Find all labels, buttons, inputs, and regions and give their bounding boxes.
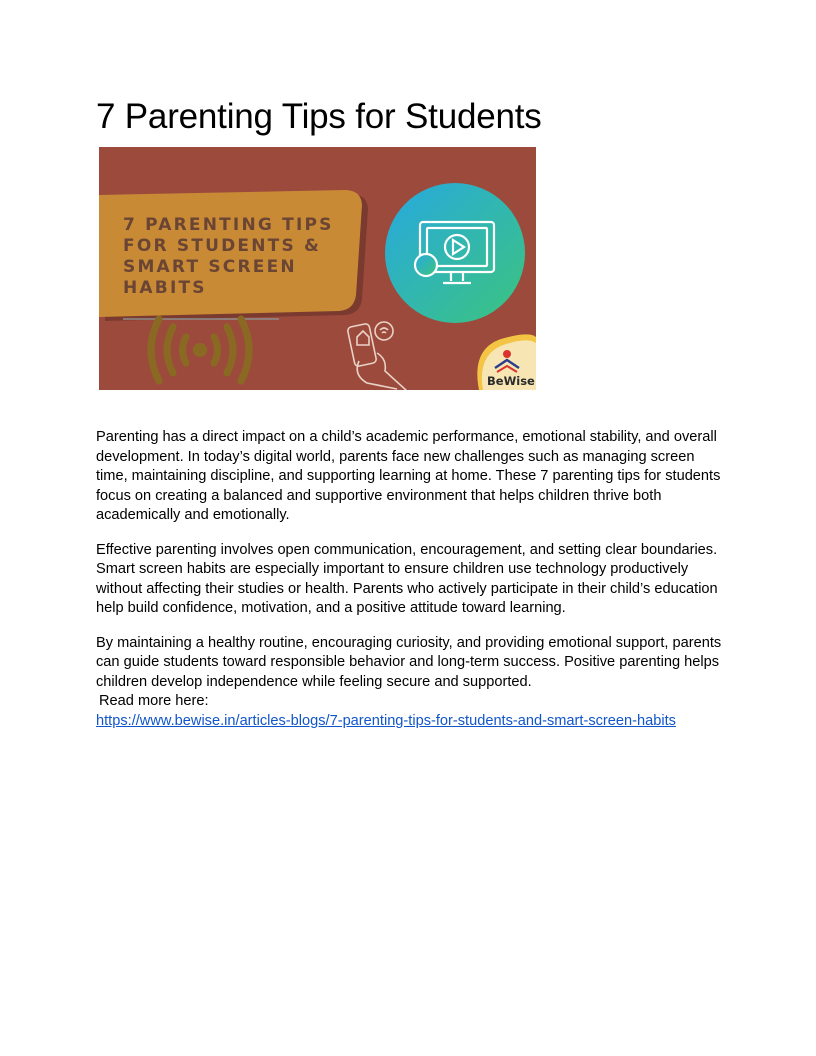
bewise-logo-text: BeWise — [487, 374, 535, 388]
document-title: 7 Parenting Tips for Students — [96, 97, 542, 136]
banner-headline-line-1: 7 PARENTING TIPS — [123, 215, 334, 235]
article-link[interactable]: https://www.bewise.in/articles-blogs/7-parenting-tips-for-students-and-smart-screen-habits — [96, 712, 676, 729]
banner-headline-line-3: SMART SCREEN — [123, 257, 297, 277]
paragraph-3-text: By maintaining a healthy routine, encouraging curiosity, and providing emotional support, parents can guide students toward responsible behavior and long-term success. Positive parenting helps children develop independence while feeling secure and supported. — [96, 634, 722, 690]
document-body — [96, 428, 726, 731]
paragraph-2: Effective parenting involves open communication, encouragement, and setting clear boundaries. Smart screen habits are especially important to ensure children use technology productively without affecting their studies or health. Parents who actively participate in their child’s education help build confidence, motivation, and a positive attitude toward learning. — [96, 541, 718, 616]
banner-headline-line-4: HABITS — [123, 278, 207, 298]
paragraph-1: Parenting has a direct impact on a child’s academic performance, emotional stability, and overall development. In today’s digital world, parents face new challenges such as managing screen time, maintaining discipline, and supporting learning at home. These 7 parenting tips for students focus on creating a balanced and supportive environment that helps children thrive both academically and emotionally. — [96, 429, 721, 523]
paragraph-3 — [96, 634, 726, 732]
document-page — [96, 96, 726, 746]
banner-headline-line-2: FOR STUDENTS & — [123, 236, 322, 256]
banner-image — [99, 147, 536, 390]
read-more-label: Read more here: — [99, 693, 209, 709]
headline-tag — [99, 190, 368, 321]
